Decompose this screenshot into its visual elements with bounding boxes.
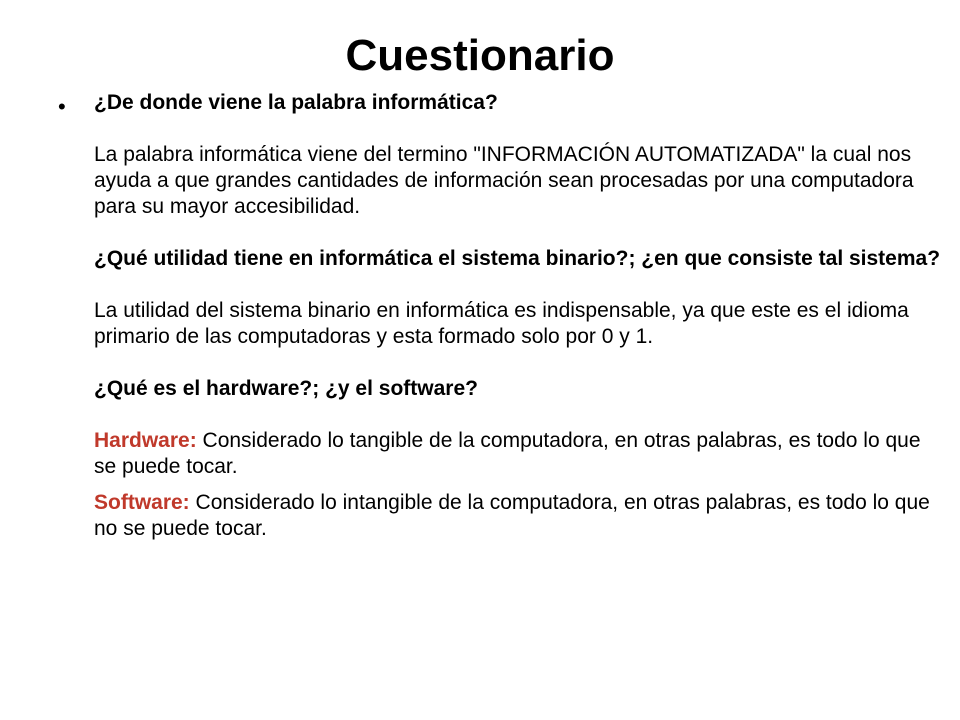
spacer (94, 272, 944, 298)
question-3: ¿Qué es el hardware?; ¿y el software? (94, 377, 478, 400)
software-text: Considerado lo intangible de la computadora, en otras palabras, es todo lo que no se puede tocar. (94, 491, 930, 540)
hardware-text: Considerado lo tangible de la computadora, en otras palabras, es todo lo que se puede tocar. (94, 429, 921, 478)
spacer (94, 402, 944, 428)
bullet-icon: • (58, 94, 66, 119)
hardware-definition (94, 428, 944, 480)
software-label: Software: (94, 491, 190, 514)
spacer (94, 116, 944, 142)
question-1: ¿De donde viene la palabra informática? (94, 91, 498, 114)
software-definition (94, 490, 944, 542)
spacer (94, 350, 944, 376)
question-2: ¿Qué utilidad tiene en informática el sistema binario?; ¿en que consiste tal sistema? (94, 247, 941, 270)
answer-1: La palabra informática viene del termino "INFORMACIÓN AUTOMATIZADA" la cual nos ayuda a que grandes cantidades de información sean procesadas por una computadora para su mayor accesibilidad. (94, 143, 914, 218)
slide-content (94, 90, 944, 542)
spacer (94, 220, 944, 246)
spacer (94, 480, 944, 490)
answer-2: La utilidad del sistema binario en informática es indispensable, ya que este es el idioma primario de las computadoras y esta formado solo por 0 y 1. (94, 299, 909, 348)
slide-title: Cuestionario (345, 31, 615, 80)
hardware-label: Hardware: (94, 429, 197, 452)
